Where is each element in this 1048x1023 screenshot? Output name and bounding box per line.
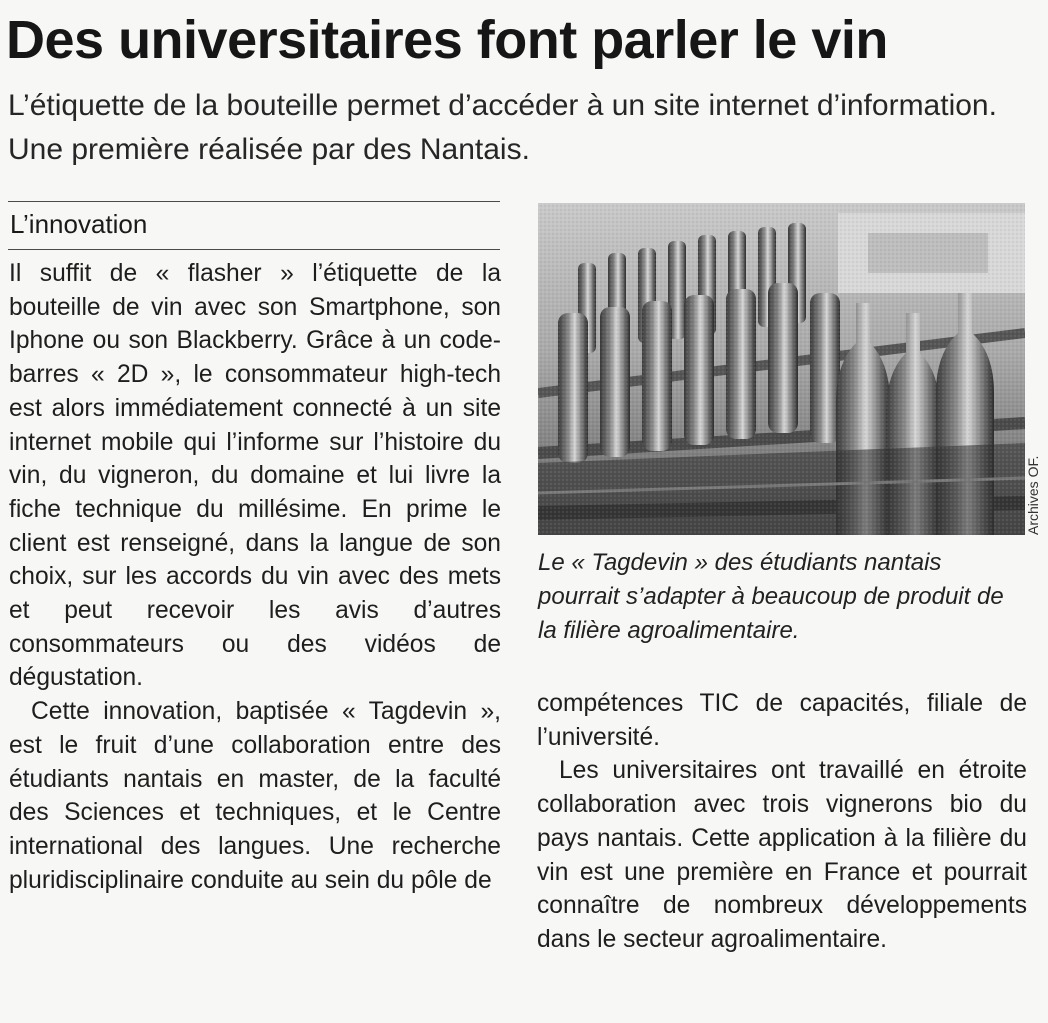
section-rule-bottom [8,249,500,250]
article-column-right [537,687,1027,957]
standfirst: L’étiquette de la bouteille permet d’accéder à un site internet d’information. Une première réalisée par des Nantais. [8,89,997,166]
paragraph-1: Il suffit de « flasher » l’étiquette de la bouteille de vin avec son Smartphone, son Iphone ou son Blackberry. Grâce à un code-barres « 2D », le consommateur high-tech est alors immédiatement connecté à un site internet mobile qui l’informe sur l’histoire du vin, du vigneron, du domaine et lui livre la fiche technique du millésime. En prime le client est renseigné, dans la langue de son choix, sur les accords du vin avec des mets et peut recevoir les avis d’autres consommateurs ou des vidéos de dégustation. [9,260,501,692]
paragraph-4: Les universitaires ont travaillé en étroite collaboration avec trois vignerons bio du pays nantais. Cette application à la filière du vin est une première en France et pourrait connaître de nombreux développements dans le secteur agroalimentaire. [537,757,1027,953]
paragraph-2: Cette innovation, baptisée « Tagdevin », est le fruit d’une collaboration entre des étudiants nantais en master, de la faculté des Sciences et techniques, et le Centre international des langues. Une recherche pluridisciplinaire conduite au sein du pôle de [9,698,501,894]
photo-credit: Archives OF. [1025,455,1041,535]
wine-bottles-photo [538,203,1025,535]
section-label: L’innovation [10,209,148,239]
photo-caption: Le « Tagdevin » des étudiants nantais pourrait s’adapter à beaucoup de produit de la filière agroalimentaire. [538,549,1004,644]
section-rule-top [8,201,500,202]
paragraph-3: compétences TIC de capacités, filiale de l’université. [537,690,1027,751]
article-column-left [9,257,501,897]
headline: Des universitaires font parler le vin [6,10,888,70]
